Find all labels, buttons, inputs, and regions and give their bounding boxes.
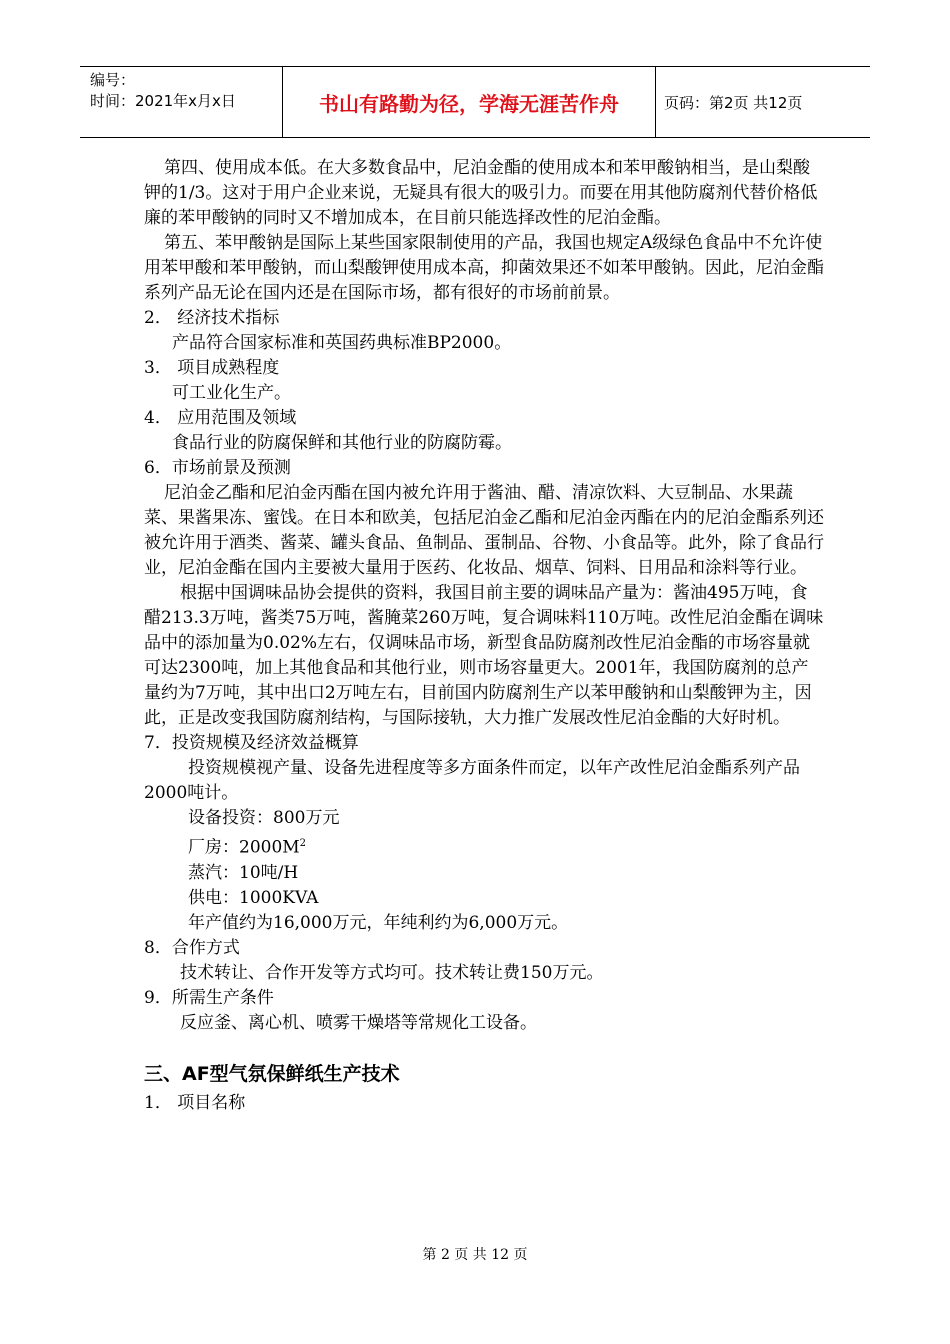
paragraph: 食品行业的防腐保鲜和其他行业的防腐防霉。 <box>172 433 512 453</box>
paragraph: 反应釜、离心机、喷雾干燥塔等常规化工设备。 <box>180 1012 537 1033</box>
header-page-code: 页码：第2页 共12页 <box>664 93 803 112</box>
paragraph: 技术转让、合作开发等方式均可。技术转让费150万元。 <box>180 962 604 983</box>
section-heading: 7．投资规模及经济效益概算 <box>144 733 359 753</box>
investment-item: 供电：1000KVA <box>188 887 319 908</box>
section-heading: 4． 应用范围及领域 <box>144 408 297 428</box>
paragraph: 第五、苯甲酸钠是国际上某些国家限制使用的产品，我国也规定A级绿色食品中不允许使用苯甲酸和苯甲酸钠，而山梨酸钾使用成本高，抑菌效果还不如苯甲酸钠。因此，尼泊金酯系列产品无论在国内还是在国际市场，都有很好的市场前前景。 <box>144 233 824 303</box>
superscript: 2 <box>299 838 307 849</box>
header-left-cell <box>80 67 282 137</box>
header-motto: 书山有路勤为径，学海无涯苦作舟 <box>282 67 656 137</box>
investment-item: 年产值约为16,000万元，年纯利约为6,000万元。 <box>188 912 569 933</box>
section-heading: 3． 项目成熟程度 <box>144 358 280 378</box>
page-footer: 第 2 页 共 12 页 <box>422 1247 528 1263</box>
page-header <box>80 66 870 138</box>
document-date: 时间：2021年x月x日 <box>90 92 236 110</box>
section-heading: 8．合作方式 <box>144 937 240 958</box>
paragraph: 尼泊金乙酯和尼泊金丙酯在国内被允许用于酱油、醋、清凉饮料、大豆制品、水果蔬菜、果酱果冻、蜜饯。在日本和欧美，包括尼泊金乙酯和尼泊金丙酯在内的尼泊金酯系列还被允许用于酒类、酱菜、罐头食品、鱼制品、蛋制品、谷物、小食品等。此外，除了食品行业，尼泊金酯在国内主要被大量用于医药、化妆品、烟草、饲料、日用品和涂料等行业。 <box>144 483 824 578</box>
paragraph: 可工业化生产。 <box>172 383 291 403</box>
paragraph: 投资规模视产量、设备先进程度等多方面条件而定，以年产改性尼泊金酯系列产品2000吨计。 <box>144 758 800 803</box>
section-heading: 6．市场前景及预测 <box>144 458 291 478</box>
section-heading: 2． 经济技术指标 <box>144 308 280 328</box>
chapter-title: 三、AF型气氛保鲜纸生产技术 <box>144 1062 400 1085</box>
document-body <box>144 156 824 1116</box>
paragraph: 根据中国调味品协会提供的资料，我国目前主要的调味品产量为：酱油495万吨，食醋213.3万吨，酱类75万吨，酱腌菜260万吨，复合调味料110万吨。改性尼泊金酯在调味品中的添加量为0.02%左右，仅调味品市场，新型食品防腐剂改性尼泊金酯的市场容量就可达2300吨，加上其他食品和其他行业，则市场容量更大。2001年，我国防腐剂的总产量约为7万吨，其中出口2万吨左右，目前国内防腐剂生产以苯甲酸钠和山梨酸钾为主，因此，正是改变我国防腐剂结构，与国际接轨，大力推广发展改性尼泊金酯的大好时机。 <box>144 583 824 728</box>
investment-item <box>144 831 824 861</box>
factory-area: 厂房：2000M <box>188 837 300 858</box>
investment-item: 蒸汽：10吨/H <box>188 862 299 883</box>
document-number-label: 编号： <box>90 71 136 89</box>
section-heading: 1． 项目名称 <box>144 1092 246 1113</box>
investment-item: 设备投资：800万元 <box>188 808 340 828</box>
paragraph: 第四、使用成本低。在大多数食品中，尼泊金酯的使用成本和苯甲酸钠相当，是山梨酸钾的1/3。这对于用户企业来说，无疑具有很大的吸引力。而要在用其他防腐剂代替价格低廉的苯甲酸钠的同时又不增加成本，在目前只能选择改性的尼泊金酯。 <box>144 158 818 228</box>
section-heading: 9．所需生产条件 <box>144 987 274 1008</box>
paragraph: 产品符合国家标准和英国药典标准BP2000。 <box>172 333 512 353</box>
